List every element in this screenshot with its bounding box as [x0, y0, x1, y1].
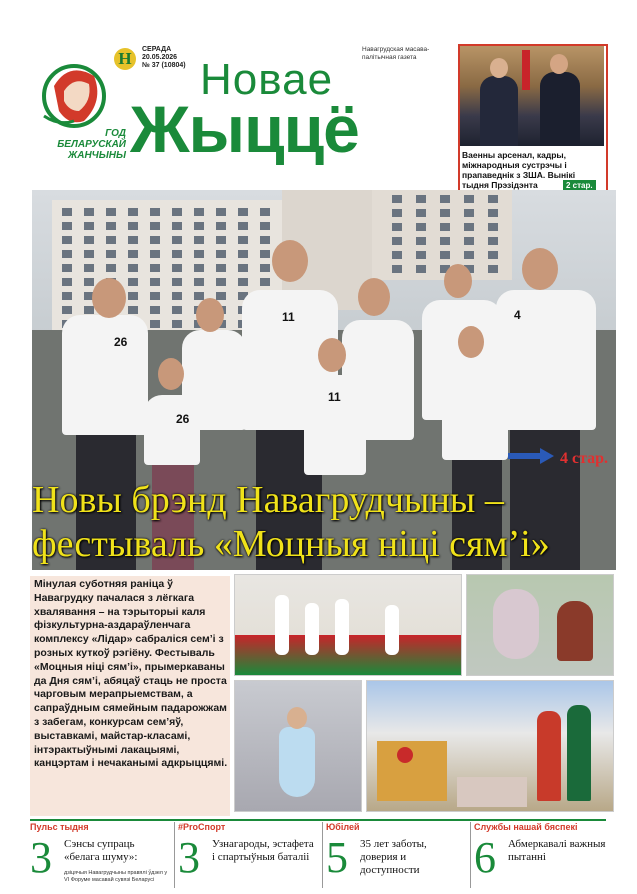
tagline: Навагрудская масава-палітычная газета	[362, 46, 430, 61]
teaser-0[interactable]	[30, 822, 170, 888]
top-story-text[interactable]: Ваенны арсенал, кадры, міжнародныя сустрэчы і прапаведнік з ЗША. Вынікі тыдня Прэзідэнта	[462, 150, 576, 190]
bib-number: 11	[282, 310, 295, 324]
photo-exhibition	[366, 680, 614, 812]
arrow-icon	[508, 448, 554, 464]
teaser-page-number: 3	[30, 833, 52, 882]
logo-caption: ГОД БЕЛАРУСКАЙ ЖАНЧЫНЫ	[57, 128, 126, 161]
teaser-title: Службы нашай бяспекі	[474, 822, 578, 832]
teaser-text: Сэнсы супраць «белага шуму»:	[64, 838, 138, 863]
newspaper-badge: Н	[114, 48, 136, 70]
bib-number: 26	[176, 412, 190, 426]
teaser-page-number: 5	[326, 833, 348, 882]
photo-stage	[234, 574, 462, 676]
teaser-separator	[470, 822, 471, 888]
teaser-title: Пульс тыдня	[30, 822, 89, 832]
issue-number: № 37 (10804)	[142, 62, 186, 69]
teaser-separator	[322, 822, 323, 888]
issue-date: 20.05.2026	[142, 54, 178, 61]
teaser-text: Абмеркавалі важныя пытанні	[508, 838, 606, 863]
teaser-separator	[174, 822, 175, 888]
top-story-photo	[460, 46, 604, 146]
photo-mascot	[466, 574, 614, 676]
issue-info	[142, 46, 186, 70]
teaser-2[interactable]	[326, 822, 466, 888]
masthead-title-line2: Жыццё	[130, 92, 359, 166]
teaser-page-number: 3	[178, 833, 200, 882]
main-headline[interactable]: Новы брэнд Навагрудчыны – фестываль «Моцныя ніці сям’і»	[32, 479, 550, 565]
main-story-page: 4 стар.	[560, 450, 609, 467]
lead-text: Мінулая суботняя раніца ў Навагрудку пачалася з лёгкага хвалявання – на тэрыторыі каля фізкультурна-аздараўленчага комплексу «Лідар» сабраліся сем’і з розных куткоў рэгіёну. Фестываль «Моцныя ніці сям’і», прымеркаваны да Дня сям’і, абяцаў стаць не проста чарговым мерапрыемствам, а сапраўдным сямейным падарожжам з забегам, конкурсам сем’яў, выставкамі, майстар-класамі, інтэрактыўнымі лакацыямі, канцэртам і нечаканымі адкрыццямі.	[34, 578, 228, 770]
masthead-title-line1: Новае	[200, 55, 334, 104]
teaser-page-number: 6	[474, 833, 496, 882]
top-story-page: 2 стар.	[563, 180, 596, 191]
teaser-1[interactable]	[178, 822, 318, 888]
bib-number: 11	[328, 390, 341, 404]
teaser-title: #ProСпорт	[178, 822, 226, 832]
photo-girl-dancer	[234, 680, 362, 812]
bottom-divider	[30, 819, 606, 821]
issue-day: СЕРАДА	[142, 46, 172, 53]
bib-number: 4	[514, 308, 521, 322]
teaser-small-text: дзіцячыя Навагрудчыны правялі ўдзел у VI Форуме масавай сувязі Беларусі	[64, 870, 168, 883]
teaser-text: 35 лет заботы, доверия и доступности	[360, 838, 427, 876]
teaser-text: Узнагароды, эстафета і спартыўныя баталіі	[212, 838, 314, 863]
teaser-title: Юбілей	[326, 822, 360, 832]
teaser-3[interactable]	[474, 822, 614, 888]
bib-number: 26	[114, 335, 128, 349]
